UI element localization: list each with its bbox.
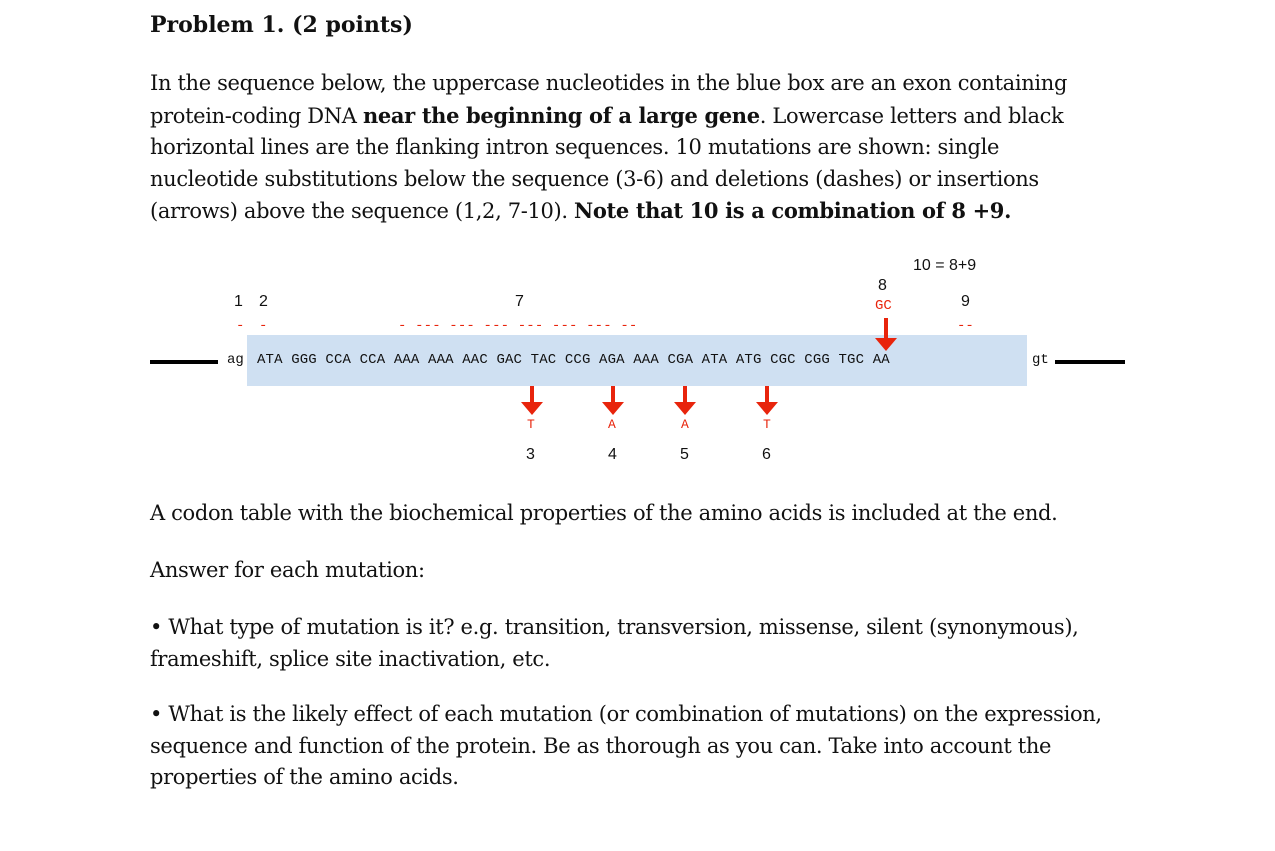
label-mutation-2: 2	[259, 293, 268, 310]
label-combination: 10 = 8+9	[913, 257, 977, 274]
problem-title: Problem 1. (2 points)	[150, 12, 413, 38]
substitution-5: A	[681, 417, 689, 432]
intron-line-right	[1055, 360, 1125, 364]
substitution-3: T	[527, 417, 535, 432]
arrow-down-icon	[601, 386, 625, 416]
label-mutation-6: 6	[762, 446, 771, 463]
label-mutation-7: 7	[515, 293, 524, 310]
intron-line-left	[150, 360, 218, 364]
codon-table-note: A codon table with the biochemical properties of the amino acids is included at the end.	[150, 501, 1058, 525]
insertion-gc: GC	[875, 298, 892, 314]
intro-bold-2: Note that 10 is a combination of 8 +9.	[574, 198, 1012, 223]
bullet-mutation-type: • What type of mutation is it? e.g. transition, transversion, missense, silent (synonymous), frameshift, splice site inactivation, etc.	[150, 615, 1079, 671]
intro-text-1: In the sequence below, the uppercase nucleotides in the blue box are an exon containing protein-coding DNA	[150, 71, 1068, 128]
substitution-6: T	[763, 417, 771, 432]
label-mutation-1: 1	[234, 293, 243, 310]
bullet-mutation-effect: • What is the likely effect of each mutation (or combination of mutations) on the expression, sequence and function of the protein. Be as thorough as you can. Take into account the properties of the amino acids.	[150, 702, 1102, 789]
deletion-7: - --- --- --- --- --- --- --	[398, 318, 638, 334]
label-mutation-8: 8	[878, 277, 887, 294]
intro-paragraph	[150, 68, 1110, 228]
exon-sequence: ATA GGG CCA CCA AAA AAA AAC GAC TAC CCG AGA AAA CGA ATA ATG CGC CGG TGC AA	[257, 352, 890, 368]
label-mutation-9: 9	[961, 293, 970, 310]
answer-instruction: Answer for each mutation:	[150, 558, 425, 582]
intron-right-seq: gt	[1032, 352, 1049, 368]
arrow-down-icon	[673, 386, 697, 416]
intro-text-2: . Lowercase letters and black horizontal lines are the flanking intron sequences. 10 mutations are shown: single nucleotide substitutions below the sequence (3-6) and deletions (dashes) or insertions (arrows) above the sequence (1,2, 7-10).	[150, 103, 1064, 223]
label-mutation-4: 4	[608, 446, 617, 463]
arrow-down-icon	[874, 318, 898, 352]
substitution-4: A	[608, 417, 616, 432]
label-mutation-5: 5	[680, 446, 689, 463]
deletion-2: -	[259, 318, 268, 334]
intron-left-seq: ag	[227, 352, 244, 368]
label-mutation-3: 3	[526, 446, 535, 463]
arrow-down-icon	[755, 386, 779, 416]
deletion-1: -	[236, 318, 245, 334]
intro-bold-1: near the beginning of a large gene	[362, 102, 760, 128]
deletion-9: --	[957, 318, 974, 334]
arrow-down-icon	[520, 386, 544, 416]
